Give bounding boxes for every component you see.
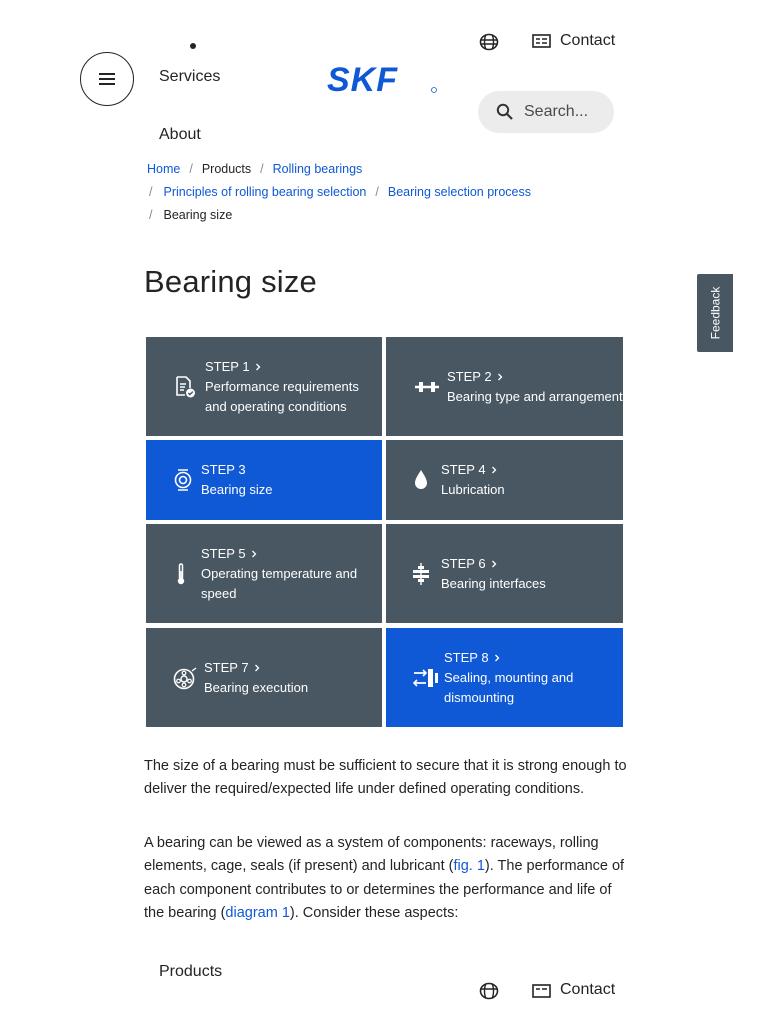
step-8-title: Sealing, mounting and dismounting	[444, 669, 574, 705]
step-8-label: STEP 8	[444, 649, 489, 665]
contact-link[interactable]	[532, 32, 615, 50]
diagram-1-link[interactable]: diagram 1	[225, 905, 290, 922]
step-3-label: STEP 3	[201, 462, 246, 477]
nav-about-link[interactable]: About	[159, 126, 201, 143]
breadcrumb-home[interactable]: Home	[147, 162, 181, 176]
components-paragraph: A bearing can be viewed as a system of components: raceways, rolling elements, cage, seals (if present) and lubricant (fig. 1). The performance of each component contributes to or determines the performance and life of the bearing (diagram 1). Consider these aspects:	[144, 835, 625, 922]
breadcrumb-principles[interactable]: Principles of rolling bearing selection	[163, 185, 367, 199]
step-3-card[interactable]	[146, 440, 382, 520]
menu-button[interactable]	[80, 52, 134, 106]
step-2-label: STEP 2	[447, 368, 492, 384]
active-indicator-dot	[190, 43, 196, 49]
bearing-execution-icon	[172, 665, 198, 691]
thermometer-icon	[168, 561, 194, 587]
step-2-title: Bearing type and arrangement	[447, 388, 623, 404]
contact-label: Contact	[560, 32, 616, 49]
document-check-icon	[172, 374, 198, 400]
search-placeholder: Search...	[524, 103, 589, 120]
shaft-icon	[412, 374, 442, 400]
breadcrumb: Home / Products / Rolling bearings / Principles of rolling bearing selection / Bearing selection process / Bearing size	[147, 158, 627, 227]
step-1-title: Performance requirements and operating conditions	[205, 378, 359, 414]
chevron-right-icon	[250, 550, 258, 558]
seal-mount-icon	[412, 665, 440, 691]
step-4-title: Lubrication	[441, 482, 505, 497]
step-6-card[interactable]	[386, 524, 623, 623]
feedback-label: Feedback	[708, 286, 723, 340]
step-7-title: Bearing execution	[204, 679, 309, 695]
step-7-label: STEP 7	[204, 659, 249, 675]
bottom-nav-products[interactable]: Products	[159, 963, 223, 980]
intro-paragraph: The size of a bearing must be sufficient to secure that it is strong enough to deliver the required/expected life under defined operating conditions.	[144, 758, 627, 798]
step-2-card[interactable]	[386, 337, 623, 436]
step-5-label: STEP 5	[201, 545, 246, 561]
breadcrumb-rolling-bearings[interactable]: Rolling bearings	[272, 162, 363, 176]
fig-1-link[interactable]: fig. 1	[453, 858, 485, 875]
bearing-size-icon	[170, 467, 196, 493]
bottom-contact-label: Contact	[560, 981, 616, 998]
page-title: Bearing size	[144, 264, 317, 299]
chevron-right-icon	[493, 654, 501, 662]
bottom-contact-link[interactable]	[532, 981, 615, 1000]
chevron-right-icon	[490, 466, 498, 474]
search-input[interactable]	[478, 91, 614, 133]
globe-icon[interactable]	[479, 982, 499, 1000]
step-6-title: Bearing interfaces	[441, 575, 546, 591]
step-4-card[interactable]	[386, 440, 623, 520]
hamburger-icon	[97, 69, 117, 89]
breadcrumb-selection-process[interactable]: Bearing selection process	[387, 185, 531, 199]
chevron-right-icon	[254, 363, 262, 371]
step-5-title: Operating temperature and speed	[201, 565, 358, 601]
contact-card-icon	[532, 33, 551, 49]
breadcrumb-current: Bearing size	[163, 208, 233, 222]
step-7-card[interactable]	[146, 628, 382, 727]
step-3-title: Bearing size	[201, 482, 273, 497]
chevron-right-icon	[490, 560, 498, 568]
feedback-tab[interactable]	[697, 274, 733, 352]
step-1-card[interactable]	[146, 337, 382, 436]
step-4-label: STEP 4	[441, 462, 486, 477]
step-1-label: STEP 1	[205, 358, 250, 374]
chevron-right-icon	[253, 664, 261, 672]
globe-icon[interactable]	[479, 33, 499, 51]
interface-icon	[408, 561, 434, 587]
chevron-right-icon	[496, 373, 504, 381]
step-6-label: STEP 6	[441, 555, 486, 571]
page-bottom-mask	[0, 1000, 768, 1024]
step-8-card[interactable]	[386, 628, 623, 727]
step-5-card[interactable]	[146, 524, 382, 623]
skf-logo[interactable]	[327, 64, 439, 94]
breadcrumb-products[interactable]: Products	[201, 162, 252, 176]
logo-wordmark: SKF	[327, 64, 398, 94]
search-icon	[496, 103, 514, 121]
drop-icon	[408, 467, 434, 493]
nav-services-link[interactable]: Services	[159, 68, 221, 85]
contact-card-icon	[532, 983, 551, 999]
